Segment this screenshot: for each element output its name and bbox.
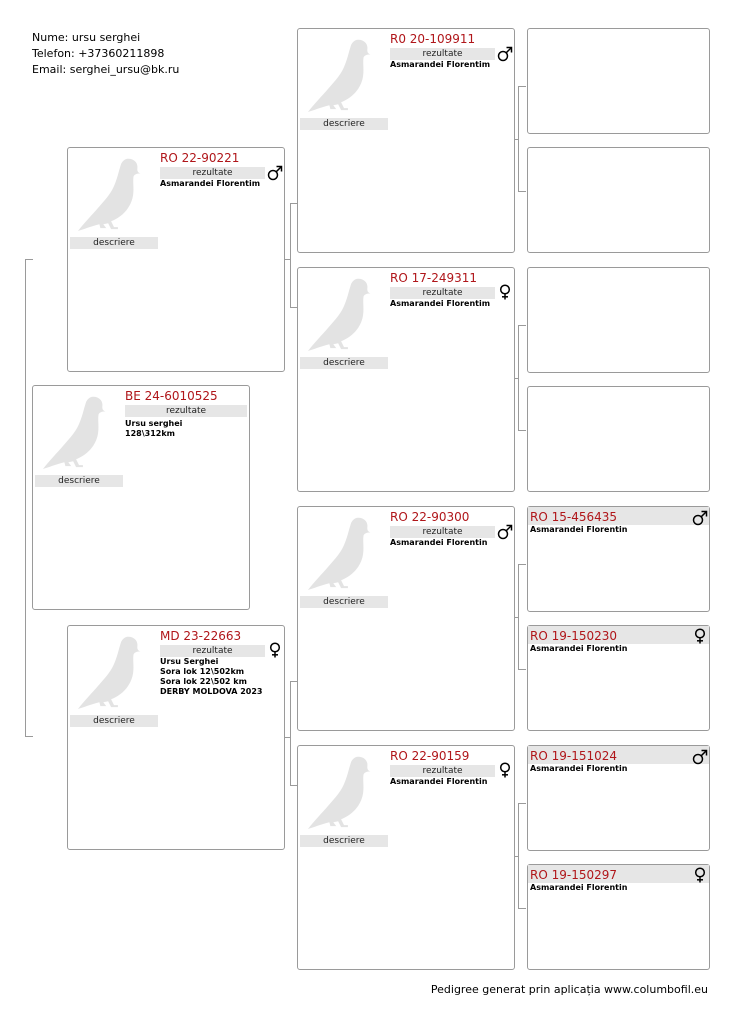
pigeon-card-dam[interactable]	[67, 625, 285, 850]
footer-credit: Pedigree generat prin aplicația www.columbofil.eu	[430, 983, 708, 996]
pigeon-notes: Asmarandei Florentin	[530, 525, 628, 534]
ring-number: RO 19-151024	[530, 749, 618, 763]
owner-name: Nume: ursu serghei	[32, 31, 141, 44]
pigeon-silhouette-icon	[306, 750, 384, 834]
owner-info	[32, 30, 179, 78]
results-button[interactable]: rezultate	[160, 167, 265, 179]
pigeon-card-ggp-3[interactable]	[527, 267, 710, 373]
pigeon-card-ggp-1[interactable]	[527, 28, 710, 134]
pigeon-notes: Ursu serghei 128\312km	[125, 419, 183, 438]
ring-number: RO 19-150230	[530, 629, 618, 643]
ring-number: RO 22-90159	[390, 749, 470, 763]
pigeon-card-ggp-6[interactable]	[527, 625, 710, 731]
male-icon	[497, 46, 513, 62]
pigeon-silhouette-icon	[306, 272, 384, 356]
pigeon-card-sire-sire[interactable]	[297, 28, 515, 253]
description-button[interactable]: descriere	[35, 475, 123, 487]
connector-dam-sire	[518, 564, 526, 670]
ring-number: BE 24-6010525	[125, 389, 218, 403]
pigeon-card-sire-dam[interactable]	[297, 267, 515, 492]
pigeon-notes: Asmarandei Florentin	[530, 764, 628, 773]
pigeon-notes: Asmarandei Florentim	[390, 60, 491, 69]
ring-number: MD 23-22663	[160, 629, 242, 643]
pigeon-card-ggp-7[interactable]	[527, 745, 710, 851]
pigeon-notes: Asmarandei Florentin	[390, 777, 488, 786]
female-icon	[497, 762, 513, 778]
female-icon	[692, 867, 708, 883]
male-icon	[267, 165, 283, 181]
results-button[interactable]: rezultate	[390, 765, 495, 777]
pigeon-notes: Ursu Serghei Sora lok 12\502km Sora lok 22\502 km DERBY MOLDOVA 2023	[160, 657, 263, 696]
connector-dam-dam	[518, 803, 526, 909]
description-button[interactable]: descriere	[300, 835, 388, 847]
female-icon	[692, 628, 708, 644]
pigeon-notes: Asmarandei Florentim	[390, 299, 491, 308]
pigeon-card-subject[interactable]	[32, 385, 250, 610]
pigeon-card-ggp-5[interactable]	[527, 506, 710, 612]
results-button[interactable]: rezultate	[160, 645, 265, 657]
ring-number: RO 17-249311	[390, 271, 478, 285]
description-button[interactable]: descriere	[70, 715, 158, 727]
owner-phone: Telefon: +37360211898	[32, 47, 165, 60]
pigeon-notes: Asmarandei Florentim	[160, 179, 261, 188]
pigeon-silhouette-icon	[76, 152, 154, 236]
pigeon-notes: Asmarandei Florentin	[390, 538, 488, 547]
female-icon	[267, 642, 283, 658]
pigeon-card-ggp-4[interactable]	[527, 386, 710, 492]
pigeon-card-dam-sire[interactable]	[297, 506, 515, 731]
pigeon-silhouette-icon	[41, 390, 119, 474]
ring-number: RO 22-90300	[390, 510, 470, 524]
ring-number: RO 19-150297	[530, 868, 618, 882]
male-icon	[497, 524, 513, 540]
pigeon-silhouette-icon	[306, 511, 384, 595]
description-button[interactable]: descriere	[300, 357, 388, 369]
female-icon	[497, 284, 513, 300]
pigeon-card-sire[interactable]	[67, 147, 285, 372]
description-button[interactable]: descriere	[300, 596, 388, 608]
pigeon-silhouette-icon	[76, 630, 154, 714]
pigeon-card-dam-dam[interactable]	[297, 745, 515, 970]
ring-number: RO 15-456435	[530, 510, 618, 524]
results-button[interactable]: rezultate	[125, 405, 247, 417]
results-button[interactable]: rezultate	[390, 48, 495, 60]
male-icon	[692, 510, 708, 526]
pigeon-silhouette-icon	[306, 33, 384, 117]
male-icon	[692, 749, 708, 765]
owner-email: Email: serghei_ursu@bk.ru	[32, 63, 180, 76]
pigeon-card-ggp-2[interactable]	[527, 147, 710, 253]
connector-sire-dam	[518, 325, 526, 431]
connector-sire-sire	[518, 86, 526, 192]
ring-number: R0 20-109911	[390, 32, 476, 46]
results-button[interactable]: rezultate	[390, 526, 495, 538]
description-button[interactable]: descriere	[70, 237, 158, 249]
description-button[interactable]: descriere	[300, 118, 388, 130]
pigeon-notes: Asmarandei Florentin	[530, 644, 628, 653]
pigeon-notes: Asmarandei Florentin	[530, 883, 628, 892]
results-button[interactable]: rezultate	[390, 287, 495, 299]
ring-number: RO 22-90221	[160, 151, 240, 165]
pigeon-card-ggp-8[interactable]	[527, 864, 710, 970]
